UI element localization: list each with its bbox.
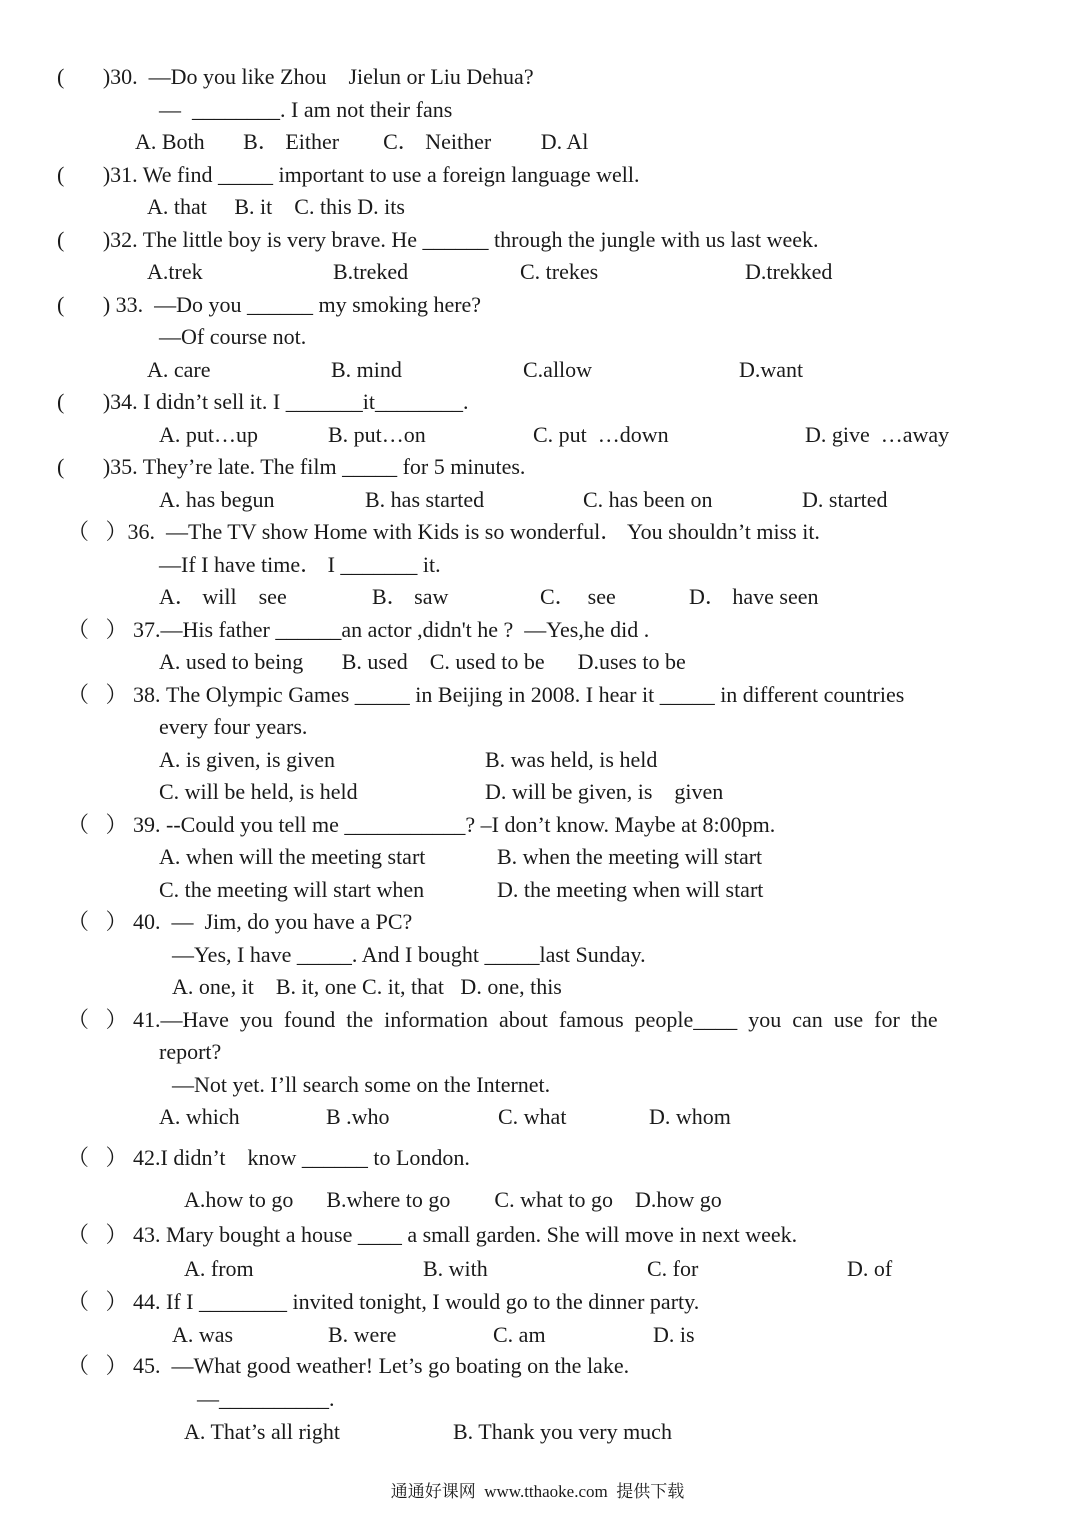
q43-stem: （ ） 43. Mary bought a house ____ a small garden. She will move in next week. [67,1222,798,1247]
q41-option-a: A. which [159,1104,240,1129]
q39-option-a: A. when will the meeting start [159,844,426,869]
q40-stem: （ ） 40. — Jim, do you have a PC? [67,909,413,934]
q37-stem: （ ） 37.—His father ______an actor ,didn't he ? —Yes,he did . [67,617,650,642]
q32-option-d: D.trekked [745,259,833,284]
q44-option-b: B. were [328,1322,397,1347]
q30-options: A. Both B． Either C． Neither D. Al [135,129,589,154]
q34-option-a: A. put…up [159,422,258,447]
q38-option-a: A. is given, is given [159,747,335,772]
q31-options: A. that B. it C. this D. its [147,194,405,219]
q43-option-d: D. of [847,1256,893,1281]
q30-reply: — ________. I am not their fans [159,97,453,122]
q35-option-b: B. has started [365,487,485,512]
q33-option-a: A. care [147,357,211,382]
q44-stem: （ ） 44. If I ________ invited tonight, I would go to the dinner party. [67,1289,700,1314]
q45-stem: （ ） 45. —What good weather! Let’s go boating on the lake. [67,1353,630,1378]
q36-stem: （ ）36. —The TV show Home with Kids is so wonderful． You shouldn’t miss it. [67,519,820,544]
q38-option-c: C. will be held, is held [159,779,358,804]
q39-option-b: B. when the meeting will start [497,844,763,869]
q41-reply: —Not yet. I’ll search some on the Internet. [172,1072,551,1097]
q32-option-c: C. trekes [520,259,599,284]
q32-option-b: B.treked [333,259,409,284]
q35-option-a: A. has begun [159,487,275,512]
q43-option-c: C. for [647,1256,699,1281]
q44-option-a: A. was [172,1322,234,1347]
q33-option-d: D.want [739,357,804,382]
q38-stem-cont: every four years. [159,714,308,739]
q34-stem: ( )34. I didn’t sell it. I _______it________. [57,389,469,414]
q44-option-c: C. am [493,1322,546,1347]
q45-option-b: B. Thank you very much [453,1419,672,1444]
q33-reply: —Of course not. [159,324,307,349]
q38-option-b: B. was held, is held [485,747,658,772]
q40-reply: —Yes, I have _____. And I bought _____last Sunday. [172,942,646,967]
q41-option-c: C. what [498,1104,567,1129]
q30-stem: ( )30. —Do you like Zhou Jielun or Liu Dehua? [57,64,534,89]
q36-option-b: B． saw [372,584,449,609]
q42-options: A.how to go B.where to go C. what to go D.how go [184,1187,722,1212]
q42-stem: （ ） 42.I didn’t know ______ to London. [67,1145,470,1170]
q32-option-a: A.trek [147,259,203,284]
q38-option-d: D. will be given, is given [485,779,724,804]
q34-option-b: B. put…on [328,422,426,447]
q35-option-d: D. started [802,487,888,512]
q33-option-c: C.allow [523,357,593,382]
q41-stem-cont: report? [159,1039,222,1064]
q37-options: A. used to being B. used C. used to be D.uses to be [159,649,686,674]
q33-option-b: B. mind [331,357,402,382]
q36-option-a: A． will see [159,584,287,609]
q32-stem: ( )32. The little boy is very brave. He ______ through the jungle with us last week. [57,227,819,252]
q41-option-b: B .who [326,1104,390,1129]
q35-option-c: C. has been on [583,487,713,512]
q36-reply: —If I have time． I _______ it. [159,552,441,577]
q38-stem: （ ） 38. The Olympic Games _____ in Beijing in 2008. I hear it _____ in different countries [67,682,905,707]
q39-option-d: D. the meeting when will start [497,877,764,902]
q36-option-d: D． have seen [689,584,819,609]
q39-option-c: C. the meeting will start when [159,877,425,902]
q39-stem: （ ） 39. --Could you tell me ___________? –I don’t know. Maybe at 8:00pm. [67,812,776,837]
q35-stem: ( )35. They’re late. The film _____ for 5 minutes. [57,454,526,479]
q45-option-a: A. That’s all right [184,1419,341,1444]
q44-option-d: D. is [653,1322,695,1347]
q33-stem: ( ) 33. —Do you ______ my smoking here? [57,292,482,317]
q31-stem: ( )31. We find _____ important to use a foreign language well. [57,162,640,187]
q43-option-a: A. from [184,1256,254,1281]
q41-option-d: D. whom [649,1104,731,1129]
q43-option-b: B. with [423,1256,488,1281]
footer-source: 通通好课网 www.tthaoke.com 提供下载 [390,1482,685,1501]
q36-option-c: C． see [540,584,616,609]
q45-reply: —__________. [197,1386,335,1411]
q34-option-d: D. give …away [805,422,950,447]
q41-stem: （ ） 41.—Have you found the information about famous people____ you can use for the [67,1007,938,1032]
q40-options: A. one, it B. it, one C. it, that D. one, this [172,974,562,999]
q34-option-c: C. put …down [533,422,669,447]
